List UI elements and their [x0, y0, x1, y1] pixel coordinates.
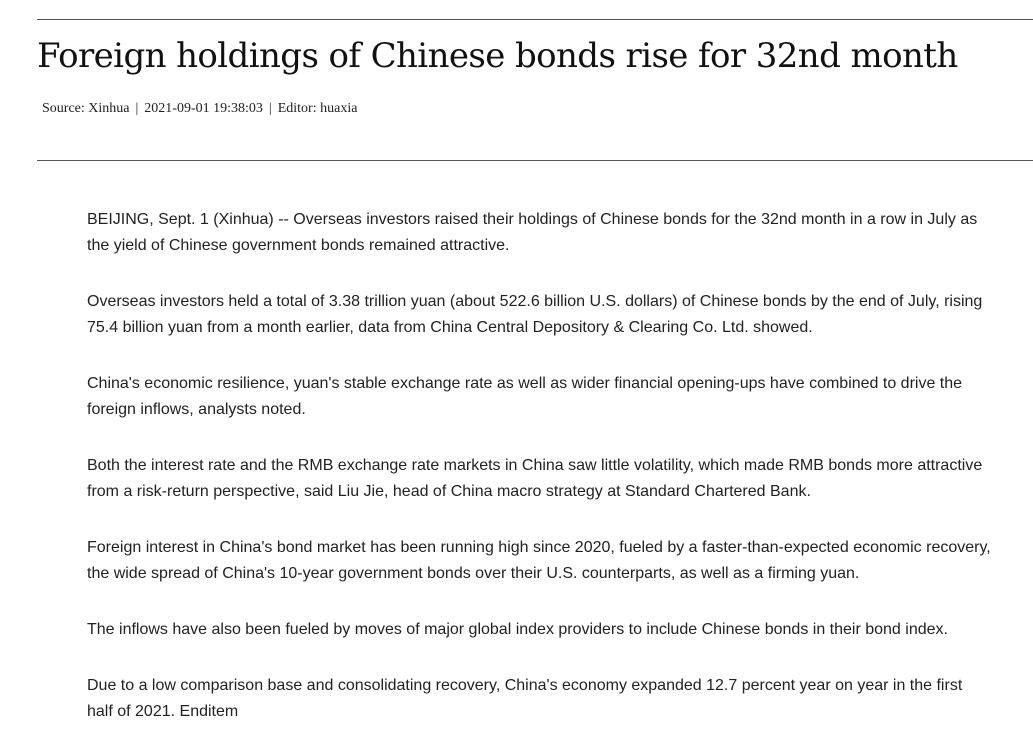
article-paragraph: Due to a low comparison base and consolidating recovery, China's economy expanded 12.7 percent year on year in the first half of 2021. Enditem [87, 677, 963, 720]
article-meta [42, 99, 357, 119]
meta-separator: | [268, 101, 272, 116]
article-paragraph: BEIJING, Sept. 1 (Xinhua) -- Overseas investors raised their holdings of Chinese bonds for the 32nd month in a row in July as the yield of Chinese government bonds remained attractive. [87, 211, 978, 254]
article-paragraph: The inflows have also been fueled by moves of major global index providers to include Chinese bonds in their bond index. [87, 621, 948, 638]
publish-timestamp: 2021-09-01 19:38:03 [144, 101, 263, 116]
article-title: Foreign holdings of Chinese bonds rise for 32nd month [37, 36, 958, 76]
top-divider [37, 19, 1033, 20]
article-paragraph: Both the interest rate and the RMB exchange rate markets in China saw little volatility, which made RMB bonds more attractive from a risk-return perspective, said Liu Jie, head of China macro strategy at Standard Chartered Bank. [87, 457, 983, 500]
article-paragraph: China's economic resilience, yuan's stable exchange rate as well as wider financial opening-ups have combined to drive the foreign inflows, analysts noted. [87, 375, 963, 418]
meta-separator: | [135, 101, 139, 116]
article-paragraph: Overseas investors held a total of 3.38 trillion yuan (about 522.6 billion U.S. dollars) of Chinese bonds by the end of July, rising 75.4 billion yuan from a month earlier, data from China Central Depository & Clearing Co. Ltd. showed. [87, 293, 983, 336]
article-paragraph: Foreign interest in China's bond market has been running high since 2020, fueled by a faster-than-expected economic recovery, the wide spread of China's 10-year government bonds over their U.S. counterparts, as well as a firming yuan. [87, 539, 991, 582]
editor-label: Editor: huaxia [277, 101, 358, 116]
source-label: Source: Xinhua [42, 101, 130, 116]
article-body [87, 207, 992, 725]
bottom-divider [37, 160, 1033, 161]
